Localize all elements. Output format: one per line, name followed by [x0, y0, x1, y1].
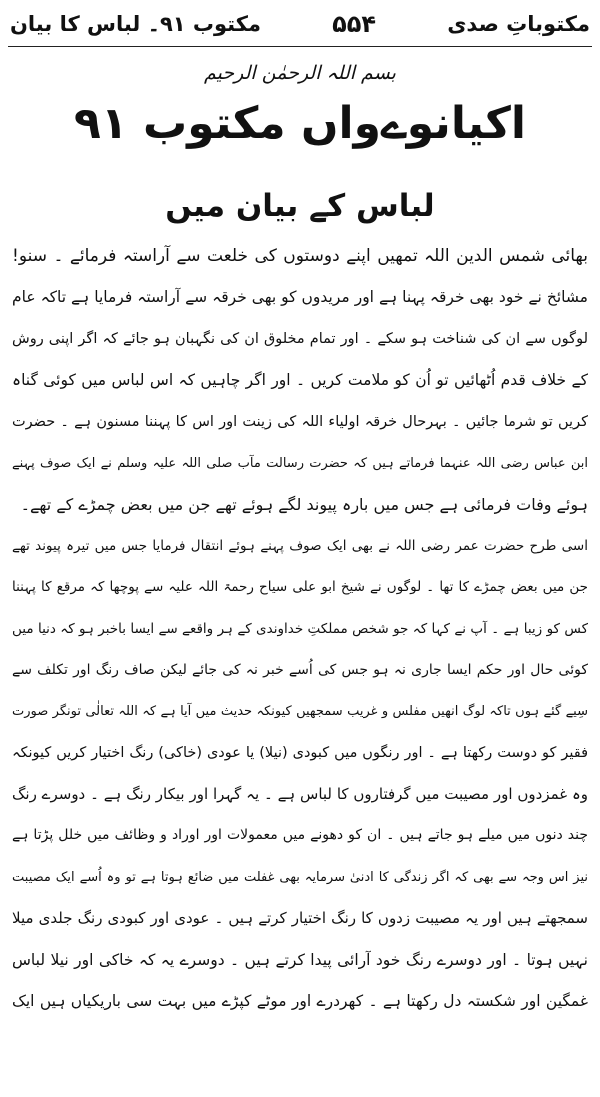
text-line: نیز اس وجہ سے بھی کہ اگر زندگی کا ادنیٰ سرمایہ بھی غفلت میں ضائع ہوتا ہے تو وہ اُسے ایک مصیبت: [12, 869, 588, 885]
letter-title: اکیانوےواں مکتوب ۹۱: [74, 98, 526, 149]
text-line: فقیر کو دوست رکھتا ہے ۔ اور رنگوں میں کبودی (نیلا) یا عودی (خاکی) رنگ اختیار کریں کیونکہ: [12, 744, 588, 761]
header-rule: [8, 46, 592, 47]
text-line: سمجھتے ہیں اور یہ مصیبت زدوں کا رنگ اختیار کرتے ہیں ۔ عودی اور کبودی رنگ جلدی میلا: [12, 909, 588, 928]
text-line: سِیے گئے ہوں تاکہ لوگ انھیں مفلس و غریب سمجھیں کیونکہ حدیث میں آیا ہے کہ اللہ تعالٰی تونگر صورت: [12, 704, 588, 720]
bismillah: بسم اللہ الرحمٰن الرحیم: [204, 62, 396, 84]
letter-subtitle: لباس کے بیان میں: [165, 188, 435, 224]
running-title-left: مکتوب ۹۱۔ لباس کا بیان: [10, 12, 261, 36]
text-line: لوگوں سے ان کی شناخت ہو سکے ۔ اور تمام مخلوق ان کی نگہبان ہو جائے کہ اگر اپنی روش: [12, 330, 588, 347]
text-line: ہوئے وفات فرمائی ہے جس میں بارہ پیوند لگے ہوئے تھے جن میں بعض چمڑے کے تھے۔: [20, 495, 588, 515]
text-line: نہیں ہوتا ۔ اور دوسرے رنگ خود آرائی پیدا کرتے ہیں ۔ دوسرے یہ کہ خاکی اور نیلا لباس: [12, 950, 588, 969]
text-line: غمگین اور شکستہ دل رکھتا ہے ۔ کھردرے اور موٹے کپڑے میں بہت سی باریکیاں ہیں ایک: [12, 992, 588, 1011]
page-header: [10, 4, 590, 44]
text-line: مشائخ نے خود بھی خرقہ پہنا ہے اور مریدوں کو بھی خرقہ سے آراستہ فرمایا ہے تاکہ عام: [12, 288, 588, 307]
page-number: ۵۵۴: [332, 10, 377, 38]
text-line: چند دنوں میں میلے ہو جاتے ہیں ۔ ان کو دھونے میں معمولات اور اوراد و وظائف میں خلل پڑتا ہے: [12, 827, 588, 844]
text-line: جن میں بعض چمڑے کا تھا ۔ لوگوں نے شیخ ابو علی سیاح رحمۃ اللہ علیہ سے پوچھا کہ مرقع کا پہننا: [12, 579, 588, 596]
text-line: کریں تو شرما جائیں ۔ بہرحال خرقہ اولیاء اللہ کی زینت اور اس کا پہننا مسنون ہے ۔ حضرت: [12, 413, 588, 430]
text-line: ابن عباس رضی اللہ عنہما فرماتے ہیں کہ حضرت رسالت مآب صلی اللہ علیہ وسلم نے ایک صوف پہنے: [12, 455, 588, 471]
running-title-right: مکتوباتِ صدی: [447, 12, 590, 36]
text-line: کوئی حال اور حکم ایسا جاری نہ ہو جس کی اُسے خبر نہ کی جائے لیکن صاف رنگ اور تکلف سے: [12, 661, 588, 678]
text-line: بھائی شمس الدین اللہ تمھیں اپنے دوستوں کی خلعت سے آراستہ فرمائے ۔ سنو!: [12, 246, 588, 266]
text-line: اسی طرح حضرت عمر رضی اللہ نے بھی ایک صوف پہنے ہوئے انتقال فرمایا جس میں تیرہ پیوند تھے: [12, 537, 588, 554]
text-line: کے خلاف قدم اُٹھائیں تو اُن کو ملامت کریں ۔ اور اگر چاہیں کہ اس لباس میں کوئی گناہ: [12, 371, 588, 390]
text-line: وہ غمزدوں اور مصیبت میں گرفتاروں کا لباس ہے ۔ یہ گہرا اور بیکار رنگ ہے ۔ دوسرے رنگ: [12, 785, 588, 804]
body-text: [12, 236, 588, 1022]
text-line: کس کو زیبا ہے ۔ آپ نے کہا کہ جو شخص مملکتِ خداوندی کے ہر واقعے سے ایسا باخبر ہو کہ دنیا میں: [12, 620, 588, 637]
